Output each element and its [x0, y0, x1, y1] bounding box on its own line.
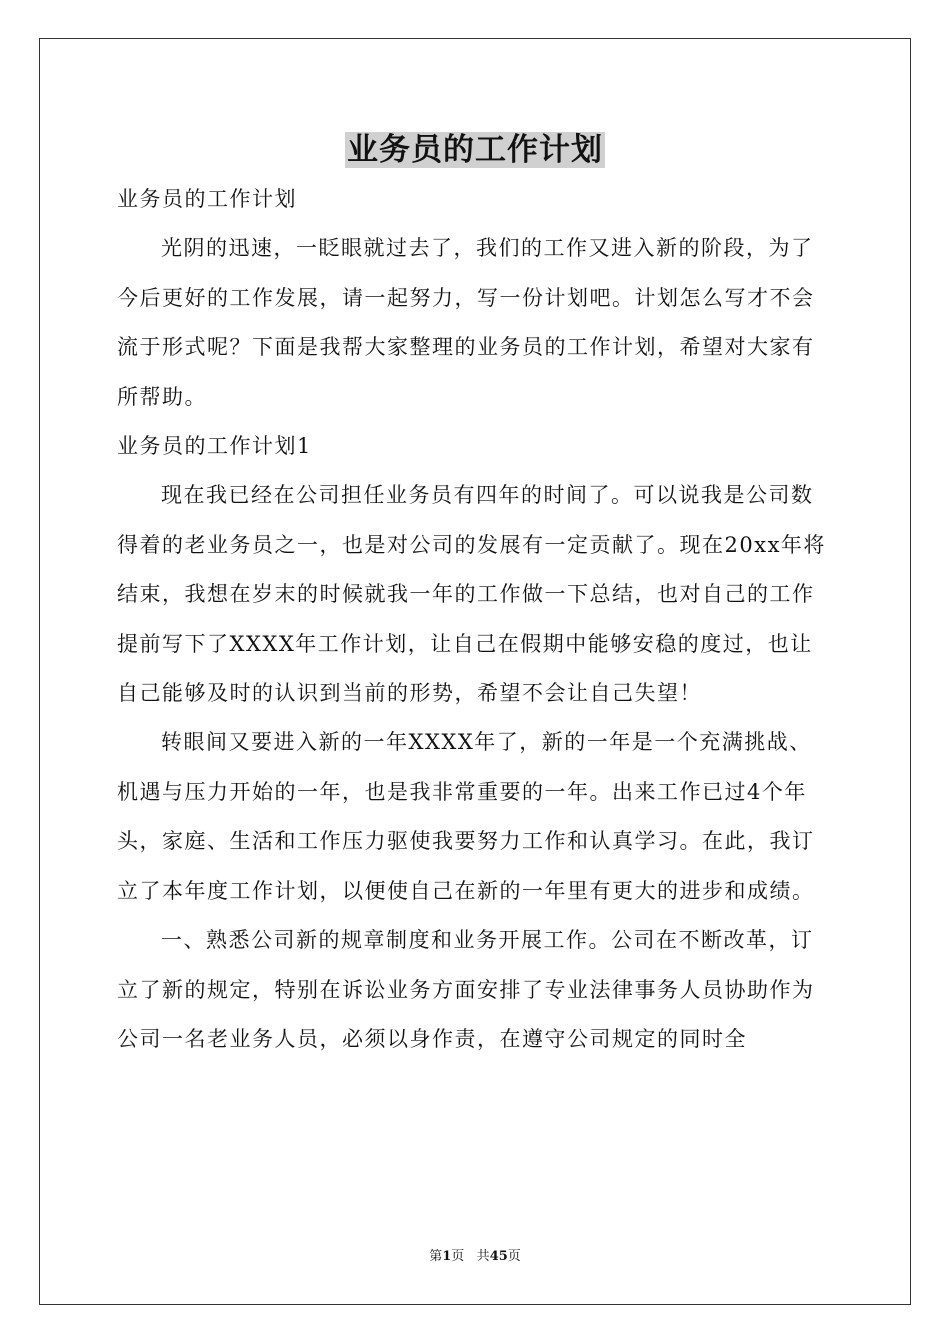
- page-prefix: 第: [429, 1249, 443, 1264]
- intro-paragraph: 光阴的迅速，一眨眼就过去了，我们的工作又进入新的阶段，为了今后更好的工作发展，请一起努力，写一份计划吧。计划怎么写才不会流于形式呢？下面是我帮大家整理的业务员的工作计划，希望对大家有所帮助。: [117, 236, 815, 409]
- total-prefix: 共: [476, 1249, 490, 1264]
- document-title-text: 业务员的工作计划: [347, 132, 603, 168]
- subtitle-line: 业务员的工作计划: [117, 187, 297, 211]
- page-footer: [0, 1248, 950, 1266]
- body-paragraph: 转眼间又要进入新的一年XXXX年了，新的一年是一个充满挑战、机遇与压力开始的一年，也是我非常重要的一年。出来工作已过4个年头，家庭、生活和工作压力驱使我要努力工作和认真学习。在此，我订立了本年度工作计划，以便使自己在新的一年里有更大的进步和成绩。: [117, 730, 815, 903]
- total-unit: 页: [507, 1249, 521, 1264]
- current-page-number: 1: [442, 1249, 452, 1264]
- page-unit: 页: [451, 1249, 465, 1264]
- section-heading: 业务员的工作计划1: [117, 434, 312, 459]
- document-body: [117, 175, 833, 1064]
- total-page-number: 45: [489, 1249, 508, 1264]
- body-paragraph: 现在我已经在公司担任业务员有四年的时间了。可以说我是公司数得着的老业务员之一，也是对公司的发展有一定贡献了。现在20xx年将结束，我想在岁末的时候就我一年的工作做一下总结，也对自己的工作提前写下了XXXX年工作计划，让自己在假期中能够安稳的度过，也让自己能够及时的认识到当前的形势，希望不会让自己失望！: [117, 483, 826, 706]
- document-title: [0, 128, 950, 172]
- body-paragraph: 一、熟悉公司新的规章制度和业务开展工作。公司在不断改革，订立了新的规定，特别在诉讼业务方面安排了专业法律事务人员协助作为公司一名老业务人员，必须以身作责，在遵守公司规定的同时全: [117, 928, 815, 1051]
